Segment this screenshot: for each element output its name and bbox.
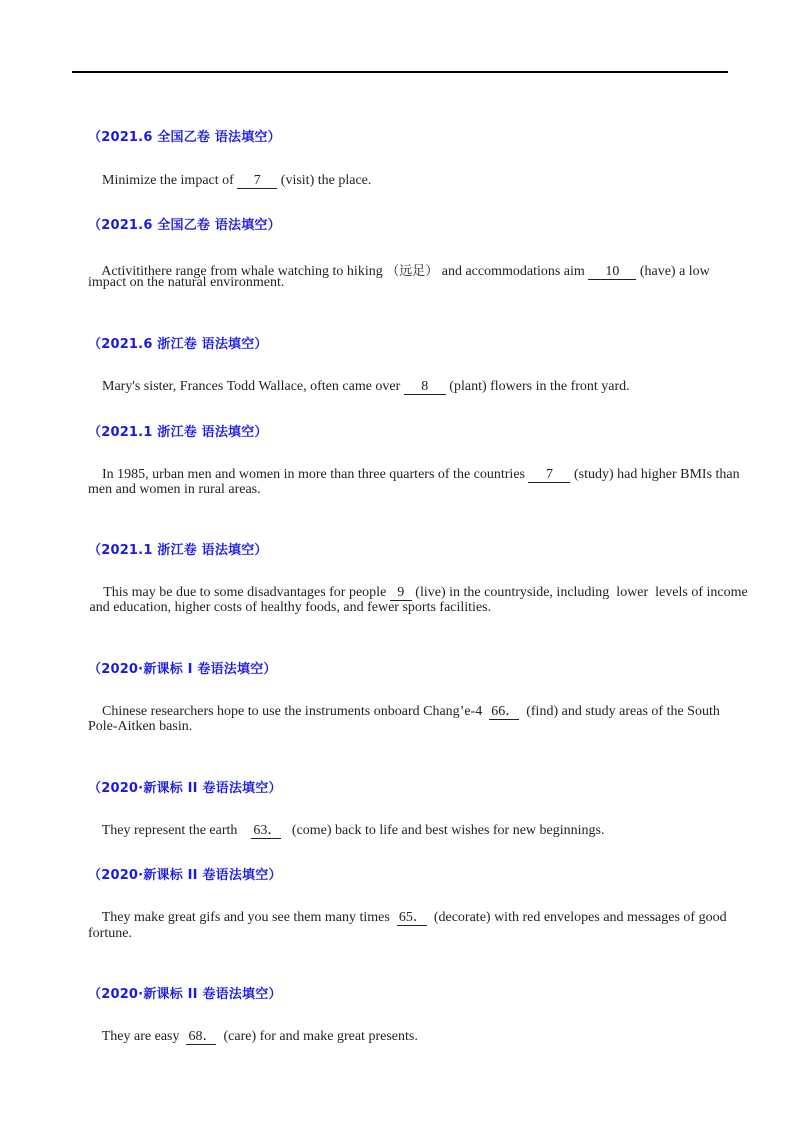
- sentence-text: (come) back to life and best wishes for new beginnings.: [281, 823, 605, 838]
- item-sentence: [88, 363, 630, 411]
- item-heading: （2021.6 浙江卷 语法填空）: [88, 337, 268, 352]
- sentence-text: (have) a low: [636, 264, 710, 279]
- sentence-text: This may be due to some disadvantages for people: [100, 585, 390, 600]
- sentence-continuation: and education, higher costs of healthy foods, and fewer sports facilities.: [86, 600, 492, 615]
- answer-blank: 9: [390, 586, 412, 601]
- answer-blank: 7: [237, 174, 277, 189]
- sentence-text: (decorate) with red envelopes and messages of good: [426, 910, 727, 925]
- item-heading: （2020·新课标 II 卷语法填空）: [88, 868, 282, 883]
- sentence-continuation: men and women in rural areas.: [88, 482, 261, 497]
- sentence-text: (care) for and make great presents.: [216, 1029, 418, 1044]
- item-sentence: [88, 807, 605, 855]
- answer-blank: 68．: [188, 1029, 217, 1044]
- answer-blank: 8: [404, 380, 446, 395]
- item-sentence: [88, 157, 371, 205]
- sentence-continuation: fortune.: [88, 926, 132, 941]
- sentence-continuation: Pole-Aitken basin.: [88, 719, 193, 734]
- item-heading: （2021.1 浙江卷 语法填空）: [88, 425, 268, 440]
- answer-blank: 10: [588, 265, 636, 280]
- sentence-text: Activitithere range from whale watching to hiking: [101, 264, 387, 279]
- sentence-gloss: （远足）: [386, 264, 439, 279]
- answer-blank: 7: [528, 468, 570, 483]
- sentence-text: (find) and study areas of the South: [519, 704, 720, 719]
- item-heading: （2020·新课标 I 卷语法填空）: [88, 662, 277, 677]
- sentence-text: They are easy: [101, 1029, 187, 1044]
- header-rule: [72, 71, 728, 73]
- item-sentence: [88, 894, 727, 942]
- item-heading: （2020·新课标 II 卷语法填空）: [88, 987, 282, 1002]
- sentence-text: (visit) the place.: [277, 173, 372, 188]
- sentence-text: (plant) flowers in the front yard.: [445, 379, 630, 394]
- answer-blank: 63．: [253, 823, 282, 838]
- item-heading: （2021.1 浙江卷 语法填空）: [88, 543, 268, 558]
- sentence-text: In 1985, urban men and women in more than three quarters of the countries: [102, 467, 529, 482]
- sentence-text: Chinese researchers hope to use the instruments onboard Chang’e-4: [102, 704, 490, 719]
- sentence-text: They make great gifs and you see them many times: [101, 910, 397, 925]
- item-heading: （2021.6 全国乙卷 语法填空）: [88, 218, 281, 233]
- sentence-text: They represent the earth: [101, 823, 252, 838]
- sentence-continuation: impact on the natural environment.: [88, 275, 285, 290]
- item-heading: （2021.6 全国乙卷 语法填空）: [88, 130, 281, 145]
- sentence-text: (study) had higher BMIs than: [570, 467, 740, 482]
- item-heading: （2020·新课标 II 卷语法填空）: [88, 781, 282, 796]
- sentence-text: Minimize the impact of: [102, 173, 238, 188]
- item-sentence: [88, 1013, 418, 1061]
- sentence-text: Mary's sister, Frances Todd Wallace, often came over: [102, 379, 404, 394]
- answer-blank: 66．: [491, 704, 520, 719]
- sentence-text: (live) in the countryside, including lower levels of income: [411, 585, 748, 600]
- answer-blank: 65．: [398, 910, 427, 925]
- sentence-text: and accommodations aim: [438, 264, 589, 279]
